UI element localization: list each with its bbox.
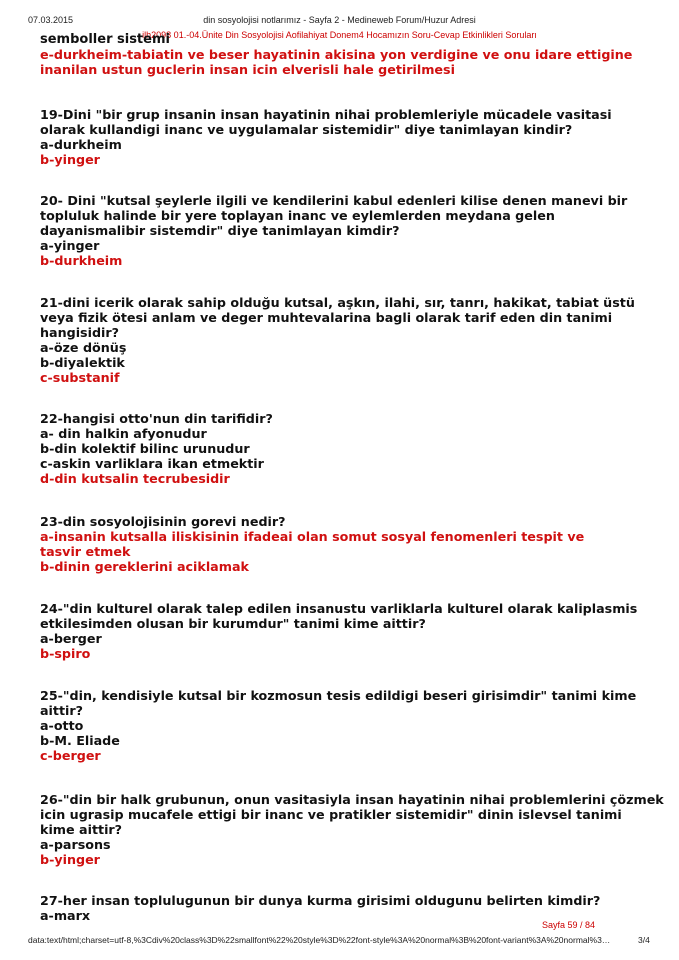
correct-option: c-berger <box>40 748 101 763</box>
question-line: aittir? <box>40 703 84 718</box>
question-line: kime aittir? <box>40 822 123 837</box>
option: c-askin varliklara ikan etmektir <box>40 456 264 471</box>
correct-option: a-insanin kutsalla iliskisinin ifadeai olan somut sosyal fenomenleri tespit ve tasvir etmek <box>40 529 585 559</box>
question-line: olarak kullandigi inanc ve uygulamalar sistemidir" diye tanimlayan kindir? <box>40 122 573 137</box>
print-page-count: 3/4 <box>638 935 650 945</box>
question-line: 20- Dini "kutsal şeylerle ilgili ve kendilerini kabul edenleri kilise denen manevi bir <box>40 193 628 208</box>
question-line: 24-"din kulturel olarak talep edilen insanustu varliklarla kulturel olarak kaliplasmis <box>40 601 638 616</box>
question-26 <box>40 792 664 867</box>
question-23 <box>40 514 640 574</box>
page-number: Sayfa 59 / 84 <box>542 920 596 930</box>
question-line: 26-"din bir halk grubunun, onun vasitasiyla insan hayatinin nihai problemlerini çözmek <box>40 792 664 807</box>
thread-subtitle: ilh2098 01.-04.Ünite Din Sosyolojisi Aofilahiyat Donem4 Hocamızın Soru-Cevap Etkinlikleri Soruları <box>142 30 537 40</box>
question-24 <box>40 601 640 661</box>
answer-line: inanilan ustun guclerin insan icin elverisli hale getirilmesi <box>40 62 455 77</box>
question-20 <box>40 193 640 268</box>
correct-option: b-yinger <box>40 852 100 867</box>
question-21 <box>40 295 640 385</box>
option: a-parsons <box>40 837 111 852</box>
source-url: data:text/html;charset=utf-8,%3Cdiv%20class%3D%22smallfont%22%20style%3D%22font-style%3A%20normal%3B%20font-variant%3A%20normal%3… <box>28 935 611 945</box>
option: b-diyalektik <box>40 355 125 370</box>
question-25 <box>40 688 640 763</box>
overlapping-fragment: semboller sistemi <box>40 32 170 47</box>
question-line: 19-Dini "bir grup insanin insan hayatinin nihai problemleriyle mücadele vasitasi <box>40 107 612 122</box>
correct-option: b-yinger <box>40 152 100 167</box>
print-title: din sosyolojisi notlarımız - Sayfa 2 - Medineweb Forum/Huzur Adresi <box>203 15 476 25</box>
question-line: hangisidir? <box>40 325 120 340</box>
question-line: 27-her insan toplulugunun bir dunya kurma girisimi oldugunu belirten kimdir? <box>40 893 601 908</box>
question-line: icin ugrasip mucafele ettigi bir inanc ve pratikler sistemidir" dinin islevsel tanimi <box>40 807 622 822</box>
correct-option: b-durkheim <box>40 253 123 268</box>
answer-line: e-durkheim-tabiatin ve beser hayatinin akisina yon verdigine ve onu idare ettigine <box>40 47 633 62</box>
option: a-yinger <box>40 238 100 253</box>
question-line: etkilesimden olusan bir kurumdur" tanimi kime aittir? <box>40 616 426 631</box>
correct-option: b-dinin gereklerini aciklamak <box>40 559 249 574</box>
question-line: 25-"din, kendisiyle kutsal bir kozmosun tesis edildigi beseri girisimdir" tanimi kime <box>40 688 637 703</box>
question-line: veya fizik ötesi anlam ve deger muhtevalarina bagli olarak tarif eden din tanimi <box>40 310 613 325</box>
option: b-M. Eliade <box>40 733 120 748</box>
previous-answer <box>40 47 640 77</box>
correct-option: c-substanif <box>40 370 120 385</box>
question-line: 21-dini icerik olarak sahip olduğu kutsal, aşkın, ilahi, sır, tanrı, hakikat, tabiat üstü <box>40 295 635 310</box>
option: a-öze dönüş <box>40 340 127 355</box>
correct-option: d-din kutsalin tecrubesidir <box>40 471 230 486</box>
option: a-berger <box>40 631 102 646</box>
question-line: dayanismalibir sistemdir" diye tanimlayan kimdir? <box>40 223 400 238</box>
correct-option: b-spiro <box>40 646 91 661</box>
question-27 <box>40 893 640 923</box>
option: b-din kolektif bilinc urunudur <box>40 441 250 456</box>
question-19 <box>40 107 640 167</box>
question-line: topluluk halinde bir yere toplayan inanc ve eylemlerden meydana gelen <box>40 208 555 223</box>
print-date: 07.03.2015 <box>28 15 74 25</box>
question-line: 23-din sosyolojisinin gorevi nedir? <box>40 514 286 529</box>
question-line: 22-hangisi otto'nun din tarifidir? <box>40 411 273 426</box>
option: a-marx <box>40 908 91 923</box>
question-22 <box>40 411 640 486</box>
option: a- din halkin afyonudur <box>40 426 207 441</box>
option: a-durkheim <box>40 137 122 152</box>
print-footer <box>28 935 650 945</box>
option: a-otto <box>40 718 84 733</box>
